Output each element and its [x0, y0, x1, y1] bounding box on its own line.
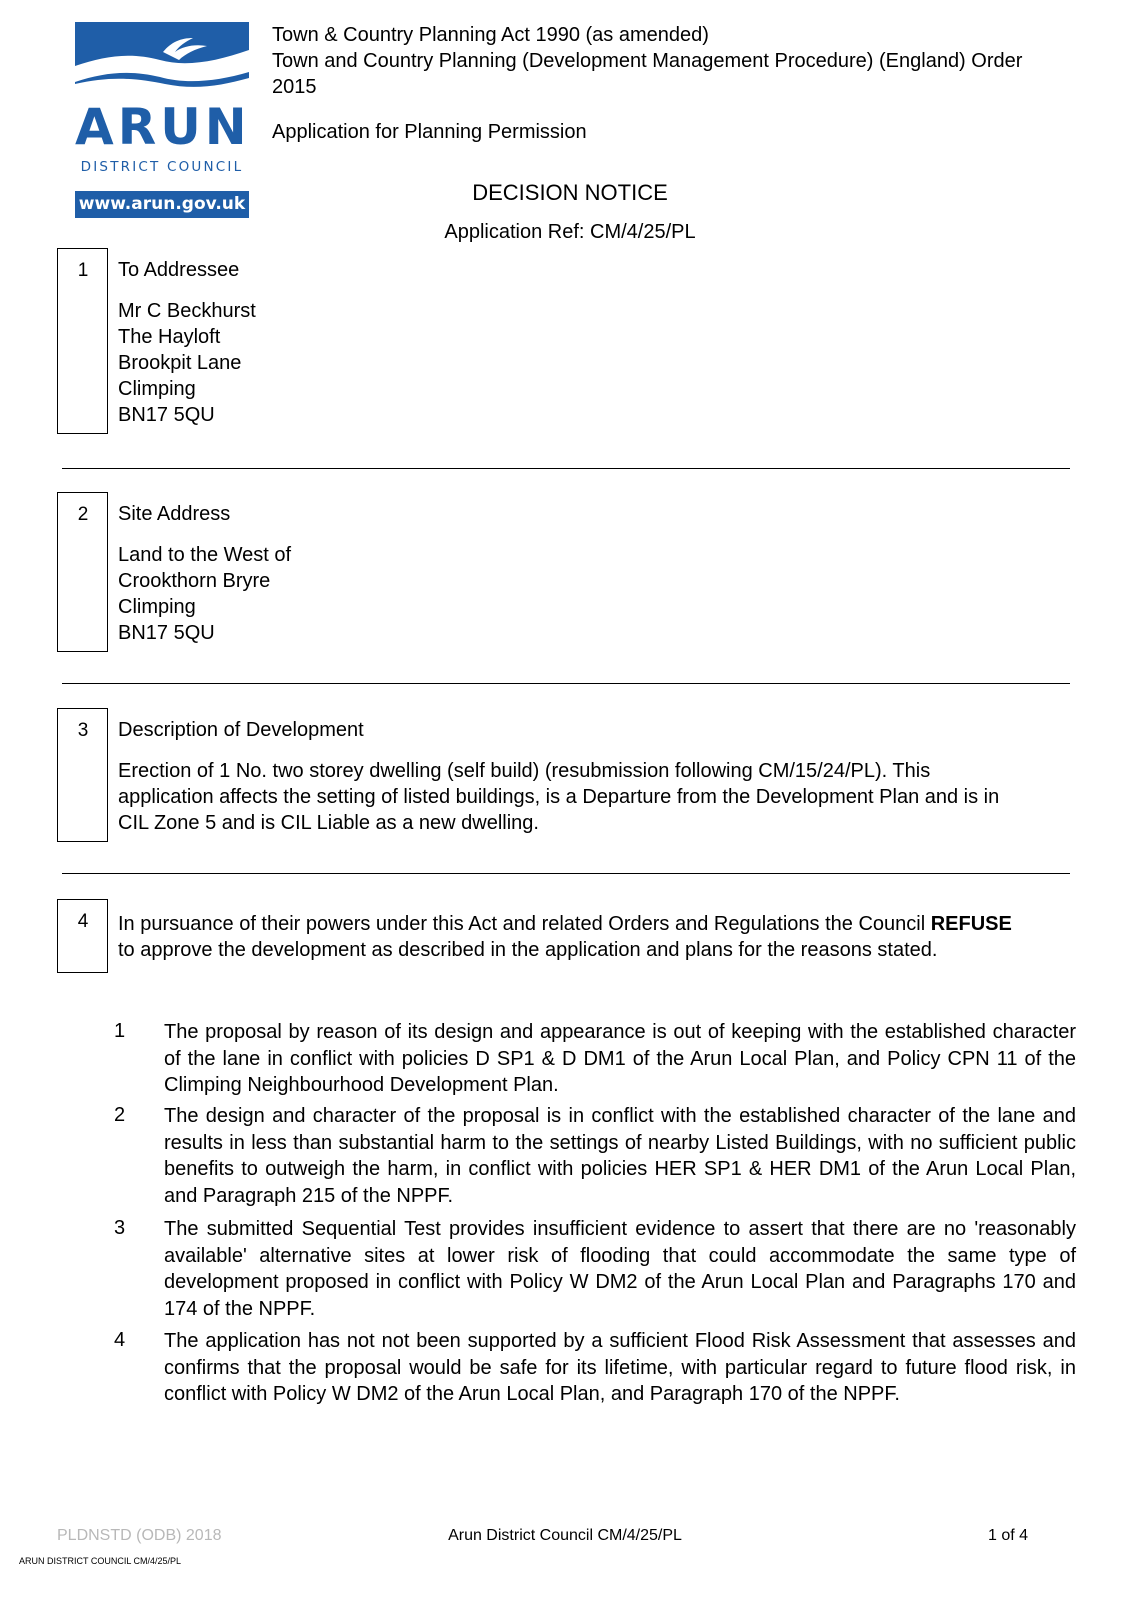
application-ref: Application Ref: CM/4/25/PL: [444, 221, 696, 243]
reason-2-number: 2: [114, 1104, 126, 1126]
section-1-title: To Addressee: [118, 259, 240, 281]
reason-4-text: The application has not not been supported by a sufficient Flood Risk Assessment that assesses and confirms that the proposal would be safe for its lifetime, with particular regard to future flood risk, in conflict with Policy W DM2 of the Arun Local Plan, and Paragraph 170 of the NPPF.: [164, 1330, 1076, 1405]
divider: [62, 468, 1070, 469]
notice-title: DECISION NOTICE: [472, 180, 668, 205]
logo-council-text: DISTRICT COUNCIL: [80, 159, 244, 175]
page-watermark: ARUN DISTRICT COUNCIL CM/4/25/PL: [19, 1556, 182, 1566]
wave-emblem: [75, 22, 249, 94]
reason-1-number: 1: [114, 1020, 126, 1042]
section-2-title: Site Address: [118, 503, 231, 525]
section-3-title: Description of Development: [118, 719, 364, 741]
reason-1-text: The proposal by reason of its design and appearance is out of keeping with the established character of the lane in conflict with policies D SP1 & D DM1 of the Arun Local Plan, and Policy CPN 11 of the Climping Neighbourhood Development Plan.: [164, 1021, 1076, 1096]
section-4-box: [57, 899, 108, 973]
decision-statement-line-2: to approve the development as described in the application and plans for the reasons stated.: [118, 939, 938, 961]
site-address-postcode: BN17 5QU: [118, 622, 215, 644]
site-address-line-1: Land to the West of: [118, 544, 292, 566]
section-4-number: 4: [77, 911, 89, 932]
development-description-line-1: Erection of 1 No. two storey dwelling (self build) (resubmission following CM/15/24/PL). This: [118, 760, 931, 782]
reason-4-number: 4: [114, 1329, 126, 1351]
site-address-line-2: Crookthorn Bryre: [118, 570, 271, 592]
application-type: Application for Planning Permission: [272, 121, 587, 143]
site-address-line-3: Climping: [118, 596, 196, 618]
logo-website: www.arun.gov.uk: [75, 191, 249, 218]
addressee-line-2: The Hayloft: [118, 326, 221, 348]
development-description-line-2: application affects the setting of listed buildings, is a Departure from the Development Plan and is in: [118, 786, 1000, 808]
council-logo: [75, 22, 251, 214]
template-code: PLDNSTD (ODB) 2018: [57, 1527, 222, 1544]
section-2-number: 2: [77, 504, 89, 525]
section-1-box: [57, 248, 108, 434]
development-description-line-3: CIL Zone 5 and is CIL Liable as a new dwelling.: [118, 812, 539, 834]
page-number: 1 of 4: [988, 1527, 1029, 1544]
addressee-postcode: BN17 5QU: [118, 404, 215, 426]
decision-statement-line-1: [118, 911, 1012, 937]
reason-2-text: The design and character of the proposal is in conflict with the established character of the lane and results in less than substantial harm to the settings of nearby Listed Buildings, with no sufficient public benefits to outweigh the harm, in conflict with policies HER SP1 & HER DM1 of the Arun Local Plan, and Paragraph 215 of the NPPF.: [164, 1105, 1076, 1207]
header-order: Town and Country Planning (Development Management Procedure) (England) Order: [272, 50, 1023, 72]
addressee-line-4: Climping: [118, 378, 196, 400]
section-1-number: 1: [77, 260, 89, 281]
addressee-name: Mr C Beckhurst: [118, 300, 256, 322]
section-3-number: 3: [77, 720, 89, 741]
decision-refuse: REFUSE: [930, 913, 1012, 935]
addressee-line-3: Brookpit Lane: [118, 352, 242, 374]
section-2-box: [57, 492, 108, 652]
header-year: 2015: [272, 76, 317, 98]
seagull-wave-icon: [75, 22, 249, 94]
decision-text: In pursuance of their powers under this Act and related Orders and Regulations the Council: [118, 913, 931, 935]
reason-3-text: The submitted Sequential Test provides insufficient evidence to assert that there are no 'reasonably available' alternative sites at lower risk of flooding that could accommodate the same type of development proposed in conflict with Policy W DM2 of the Arun Local Plan and Paragraphs 170 and 174 of the NPPF.: [164, 1218, 1076, 1320]
header-act: Town & Country Planning Act 1990 (as amended): [272, 24, 709, 46]
section-3-box: [57, 708, 108, 842]
reason-3-number: 3: [114, 1217, 126, 1239]
divider: [62, 873, 1070, 874]
logo-arun-text: ARUN: [75, 98, 251, 156]
divider: [62, 683, 1070, 684]
footer-reference: Arun District Council CM/4/25/PL: [448, 1527, 682, 1544]
